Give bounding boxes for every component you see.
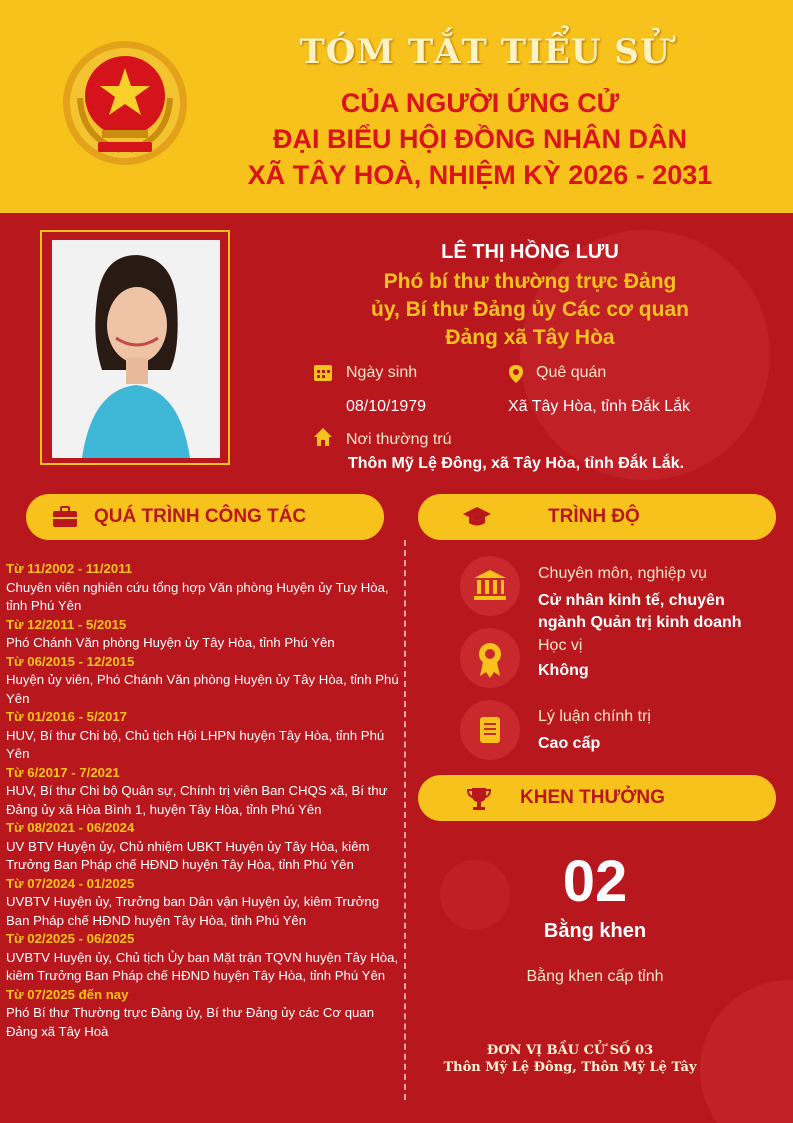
position-line-1: Phó bí thư thường trực Đảng <box>383 270 677 293</box>
work-period: Từ 07/2025 đến nay <box>6 986 129 1002</box>
header-band <box>0 0 793 213</box>
education-header <box>418 494 776 540</box>
award-type: Bằng khen <box>543 920 647 942</box>
work-description: UV BTV Huyện ủy, Chủ nhiệm UBKT Huyện ủy Tây Hòa, kiêm Trưởng Ban Pháp chế HĐND huyện Tây Hòa, tỉnh Phú Yên <box>6 838 370 872</box>
portrait-frame <box>40 230 230 465</box>
position-line-3: Đảng xã Tây Hòa <box>445 326 615 349</box>
work-description: UVBTV Huyện ủy, Chủ tịch Ủy ban Mặt trận TQVN huyện Tây Hòa, kiêm Trưởng Ban Pháp chế HĐND huyện Tây Hòa, tỉnh Phú Yên <box>6 949 399 983</box>
degree-label: Học vị <box>538 637 583 654</box>
trophy-icon <box>466 786 492 817</box>
work-period: Từ 12/2011 - 5/2015 <box>6 616 127 632</box>
candidate-name: LÊ THỊ HỒNG LƯU <box>441 241 619 263</box>
work-period: Từ 6/2017 - 7/2021 <box>6 764 120 780</box>
dob-value: 08/10/1979 <box>346 398 427 415</box>
dob-label: Ngày sinh <box>346 364 418 381</box>
medal-icon <box>460 628 520 688</box>
professional-line-1: Cử nhân kinh tế, chuyên <box>538 592 725 609</box>
work-period: Từ 01/2016 - 5/2017 <box>6 709 127 724</box>
residence-value: Thôn Mỹ Lệ Đông, xã Tây Hòa, tỉnh Đắk Lắk. <box>348 455 685 472</box>
work-history-title: QUÁ TRÌNH CÔNG TÁC <box>94 506 307 527</box>
awards-title: KHEN THƯỞNG <box>520 787 665 808</box>
work-description: Phó Chánh Văn phòng Huyện ủy Tây Hòa, tỉnh Phú Yên <box>6 635 335 650</box>
work-period: Từ 08/2021 - 06/2024 <box>6 820 135 835</box>
work-history-header <box>26 494 384 540</box>
position-line-2: ủy, Bí thư Đảng ủy Các cơ quan <box>371 298 689 321</box>
hometown-value: Xã Tây Hòa, tỉnh Đắk Lắk <box>508 398 691 415</box>
work-description: Phó Bí thư Thường trực Đảng ủy, Bí thư Đảng ủy các Cơ quan Đảng xã Tây Hoà <box>6 1005 375 1039</box>
location-pin-icon <box>506 364 526 384</box>
work-history-list <box>6 560 401 1041</box>
calendar-icon <box>313 362 333 382</box>
political-value: Cao cấp <box>538 735 601 752</box>
award-detail: Bằng khen cấp tỉnh <box>526 968 664 985</box>
work-description: HUV, Bí thư Chi bộ Quân sự, Chính trị viên Ban CHQS xã, Bí thư Đảng ủy xã Hòa Bình 1, huyện Tây Hòa, tỉnh Phú Yên <box>6 783 388 817</box>
hometown-label: Quê quán <box>536 364 607 381</box>
work-description: HUV, Bí thư Chi bộ, Chủ tịch Hội LHPN huyện Tây Hòa, tỉnh Phú Yên <box>6 727 385 761</box>
institution-icon <box>460 556 520 616</box>
national-emblem-icon <box>60 38 190 168</box>
briefcase-icon <box>52 506 78 533</box>
column-divider <box>404 540 406 1100</box>
portrait-photo <box>52 240 220 458</box>
professional-value <box>538 590 742 634</box>
work-period: Từ 07/2024 - 01/2025 <box>6 875 135 891</box>
header-title: TÓM TẮT TIỂU SỬ <box>299 32 671 72</box>
candidate-position <box>330 268 730 352</box>
professional-label: Chuyên môn, nghiệp vụ <box>538 565 707 582</box>
header-line-3: XÃ TÂY HOÀ, NHIỆM KỲ 2026 - 2031 <box>247 160 713 190</box>
book-icon <box>460 700 520 760</box>
awards-header <box>418 775 776 821</box>
work-period: Từ 06/2015 - 12/2015 <box>6 653 135 669</box>
graduation-cap-icon <box>462 505 492 534</box>
home-icon <box>313 427 333 447</box>
electoral-unit-title: ĐƠN VỊ BẦU CỬ SỐ 03 <box>486 1043 654 1058</box>
degree-value: Không <box>538 662 589 679</box>
work-period: Từ 11/2002 - 11/2011 <box>6 561 133 576</box>
residence-label: Nơi thường trú <box>346 431 452 448</box>
header-line-1: CỦA NGƯỜI ỨNG CỬ <box>340 88 620 118</box>
award-count: 02 <box>562 849 628 914</box>
political-label: Lý luận chính trị <box>538 708 651 725</box>
work-description: Chuyên viên nghiên cứu tổng hợp Văn phòng Huyện ủy Tuy Hòa, tỉnh Phú Yên <box>6 579 389 613</box>
education-title: TRÌNH ĐỘ <box>548 506 640 527</box>
work-description: Huyện ủy viên, Phó Chánh Văn phòng Huyện ủy Tây Hòa, tỉnh Phú Yên <box>6 672 399 706</box>
work-period: Từ 02/2025 - 06/2025 <box>6 931 135 946</box>
professional-line-2: ngành Quản trị kinh doanh <box>538 614 742 631</box>
work-description: UVBTV Huyện ủy, Trưởng ban Dân vận Huyện ủy, kiêm Trưởng Ban Pháp chế HĐND huyện Tây Hòa, tỉnh Phú Yên <box>6 894 380 928</box>
electoral-unit-area: Thôn Mỹ Lệ Đông, Thôn Mỹ Lệ Tây <box>443 1060 697 1075</box>
header-line-2: ĐẠI BIỂU HỘI ĐỒNG NHÂN DÂN <box>272 124 687 154</box>
